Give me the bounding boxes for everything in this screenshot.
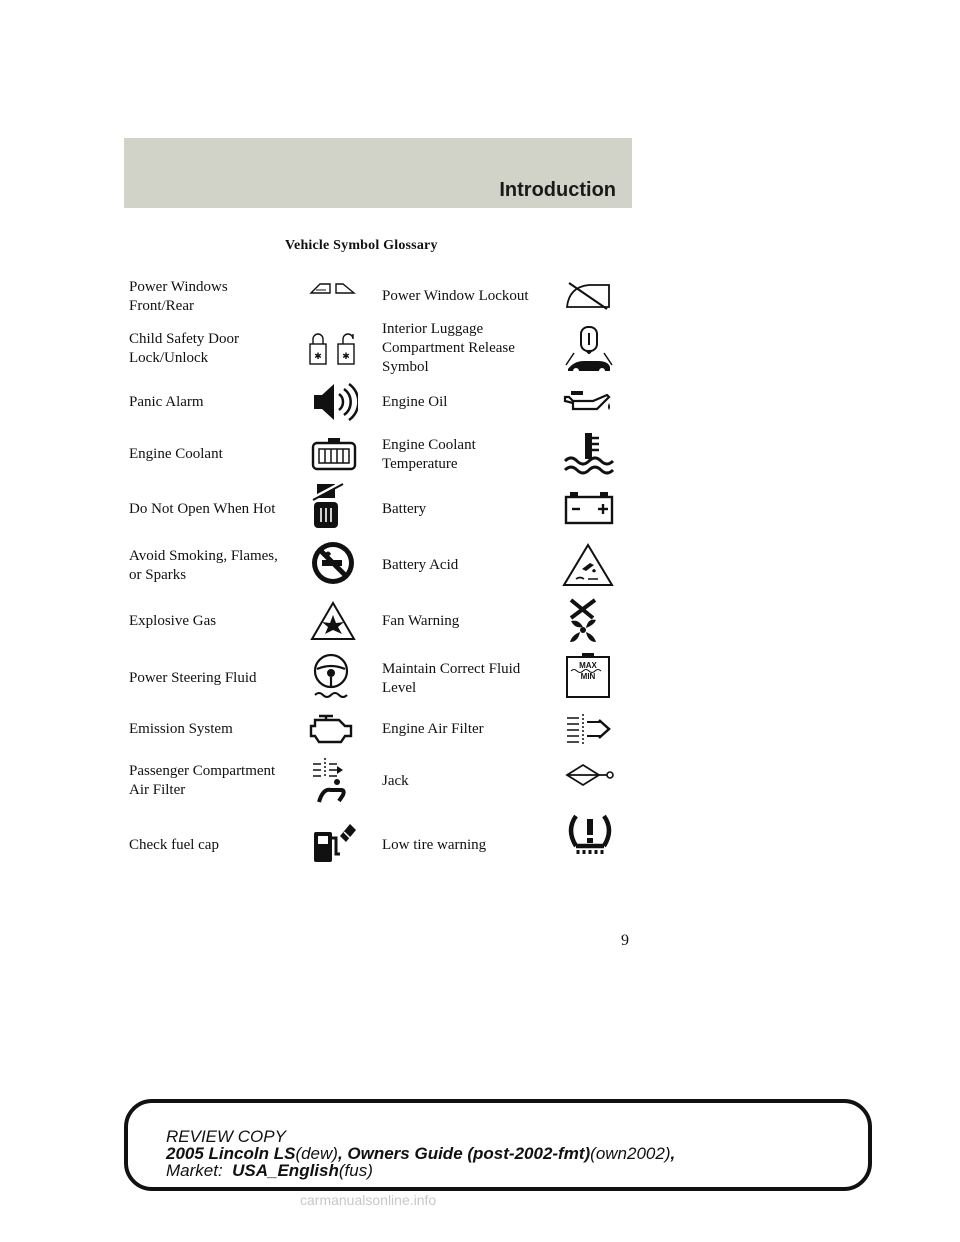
entry-window-lockout: Power Window Lockout xyxy=(382,288,529,304)
section-header xyxy=(124,138,632,208)
entry-engine-oil: Engine Oil xyxy=(382,394,448,410)
entry-jack: Jack xyxy=(382,773,409,789)
footer-model-code: (dew) xyxy=(295,1144,338,1163)
battery-acid-icon xyxy=(562,543,614,587)
steering-wheel-icon xyxy=(309,653,353,701)
entry-fluid-level: Maintain Correct Fluid Level xyxy=(382,661,521,696)
jack-icon xyxy=(563,762,615,788)
child-lock-icon xyxy=(308,330,360,366)
coolant-temp-icon xyxy=(563,431,615,475)
fluid-level-icon xyxy=(565,652,611,698)
page-number: 9 xyxy=(621,932,629,949)
entry-engine-air-filter: Engine Air Filter xyxy=(382,721,484,737)
entry-power-steering-fluid: Power Steering Fluid xyxy=(129,670,257,686)
glossary-title: Vehicle Symbol Glossary xyxy=(285,238,438,253)
entry-luggage-release: Interior Luggage Compartment Release Symbol xyxy=(382,321,515,375)
svg-text:✱: ✱ xyxy=(314,352,322,362)
oil-can-icon xyxy=(563,389,613,415)
footer-comma: , xyxy=(670,1144,676,1163)
coolant-icon xyxy=(311,437,357,471)
fluid-min-label: MIN xyxy=(580,672,596,681)
fluid-max-label: MAX xyxy=(579,661,597,670)
footer-guide-code: (own2002) xyxy=(590,1144,671,1163)
entry-battery: Battery xyxy=(382,501,427,517)
entry-check-fuel-cap: Check fuel cap xyxy=(129,837,219,853)
entry-low-tire-warning: Low tire warning xyxy=(382,837,487,853)
watermark-site: carmanualsonline.info xyxy=(300,1192,437,1208)
engine-icon xyxy=(309,712,355,744)
entry-fan-warning: Fan Warning xyxy=(382,613,460,629)
entry-child-safety-lock: Child Safety Door Lock/Unlock xyxy=(129,331,239,366)
entry-engine-coolant: Engine Coolant xyxy=(129,446,223,462)
speaker-icon xyxy=(312,381,358,423)
entry-power-windows: Power Windows Front/Rear xyxy=(129,279,228,314)
entry-avoid-smoking: Avoid Smoking, Flames, or Sparks xyxy=(129,548,278,583)
tire-warning-icon xyxy=(566,812,614,856)
air-filter-icon xyxy=(565,712,613,746)
footer-model: 2005 Lincoln LS xyxy=(166,1144,296,1163)
no-smoking-icon xyxy=(310,540,356,586)
review-copy-text xyxy=(166,1128,675,1179)
svg-text:✱: ✱ xyxy=(342,352,350,362)
explosive-icon xyxy=(310,601,356,641)
fuel-cap-icon xyxy=(310,820,358,864)
entry-battery-acid: Battery Acid xyxy=(382,557,459,573)
footer-market: USA_English xyxy=(232,1161,339,1180)
footer-market-label: Market: xyxy=(166,1161,233,1180)
power-windows-icon xyxy=(308,280,358,296)
entry-coolant-temperature: Engine Coolant Temperature xyxy=(382,437,476,472)
battery-icon xyxy=(564,491,614,525)
do-not-open-icon xyxy=(311,480,347,530)
fan-icon xyxy=(565,596,601,646)
section-title: Introduction xyxy=(499,179,616,201)
review-copy-box xyxy=(124,1099,872,1191)
cabin-filter-icon xyxy=(311,756,357,806)
entry-cabin-air-filter: Passenger Compartment Air Filter xyxy=(129,763,276,798)
entry-panic-alarm: Panic Alarm xyxy=(129,394,204,410)
entry-do-not-open-hot: Do Not Open When Hot xyxy=(129,501,276,517)
footer-market-code: (fus) xyxy=(338,1161,373,1180)
entry-emission-system: Emission System xyxy=(129,721,233,737)
review-copy-label: REVIEW COPY xyxy=(166,1127,286,1146)
entry-explosive-gas: Explosive Gas xyxy=(129,613,217,629)
luggage-release-icon xyxy=(564,325,614,375)
footer-guide: , Owners Guide (post-2002-fmt) xyxy=(337,1144,591,1163)
window-lockout-icon xyxy=(563,281,613,311)
